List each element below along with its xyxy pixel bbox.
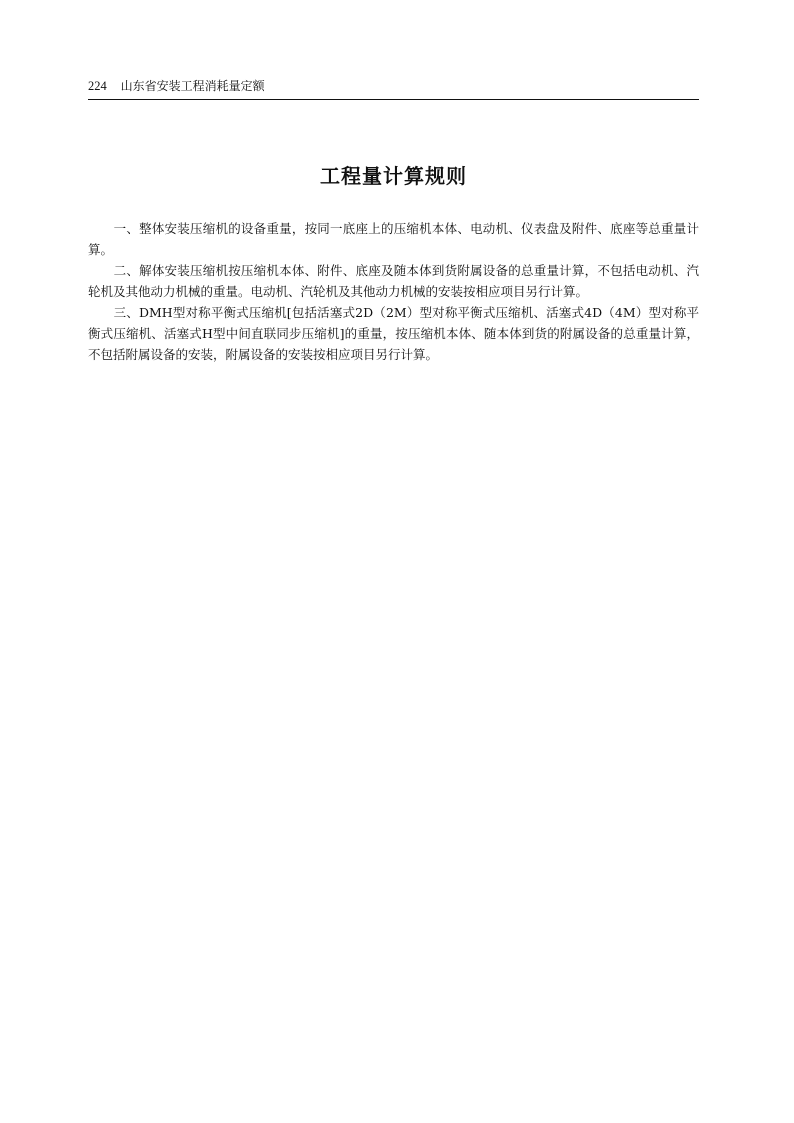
book-title: 山东省安装工程消耗量定额 [120,79,265,93]
paragraph-1: 一、整体安装压缩机的设备重量，按同一底座上的压缩机本体、电动机、仪表盘及附件、底座等总重量计算。 [88,221,699,257]
page-title: 工程量计算规则 [320,164,467,188]
running-header [88,76,699,96]
paragraph-2: 二、解体安装压缩机按压缩机本体、附件、底座及随本体到货附属设备的总重量计算，不包括电动机、汽轮机及其他动力机械的重量。电动机、汽轮机及其他动力机械的安装按相应项目另行计算。 [88,263,699,299]
page-number: 224 [88,79,107,93]
paragraph-3: 三、DMH型对称平衡式压缩机[包括活塞式2D（2M）型对称平衡式压缩机、活塞式4D（4M）型对称平衡式压缩机、活塞式H型中间直联同步压缩机]的重量，按压缩机本体、随本体到货的附属设备的总重量计算，不包括附属设备的安装，附属设备的安装按相应项目另行计算。 [88,305,699,362]
body-text [88,218,699,365]
header-rule [88,99,699,100]
